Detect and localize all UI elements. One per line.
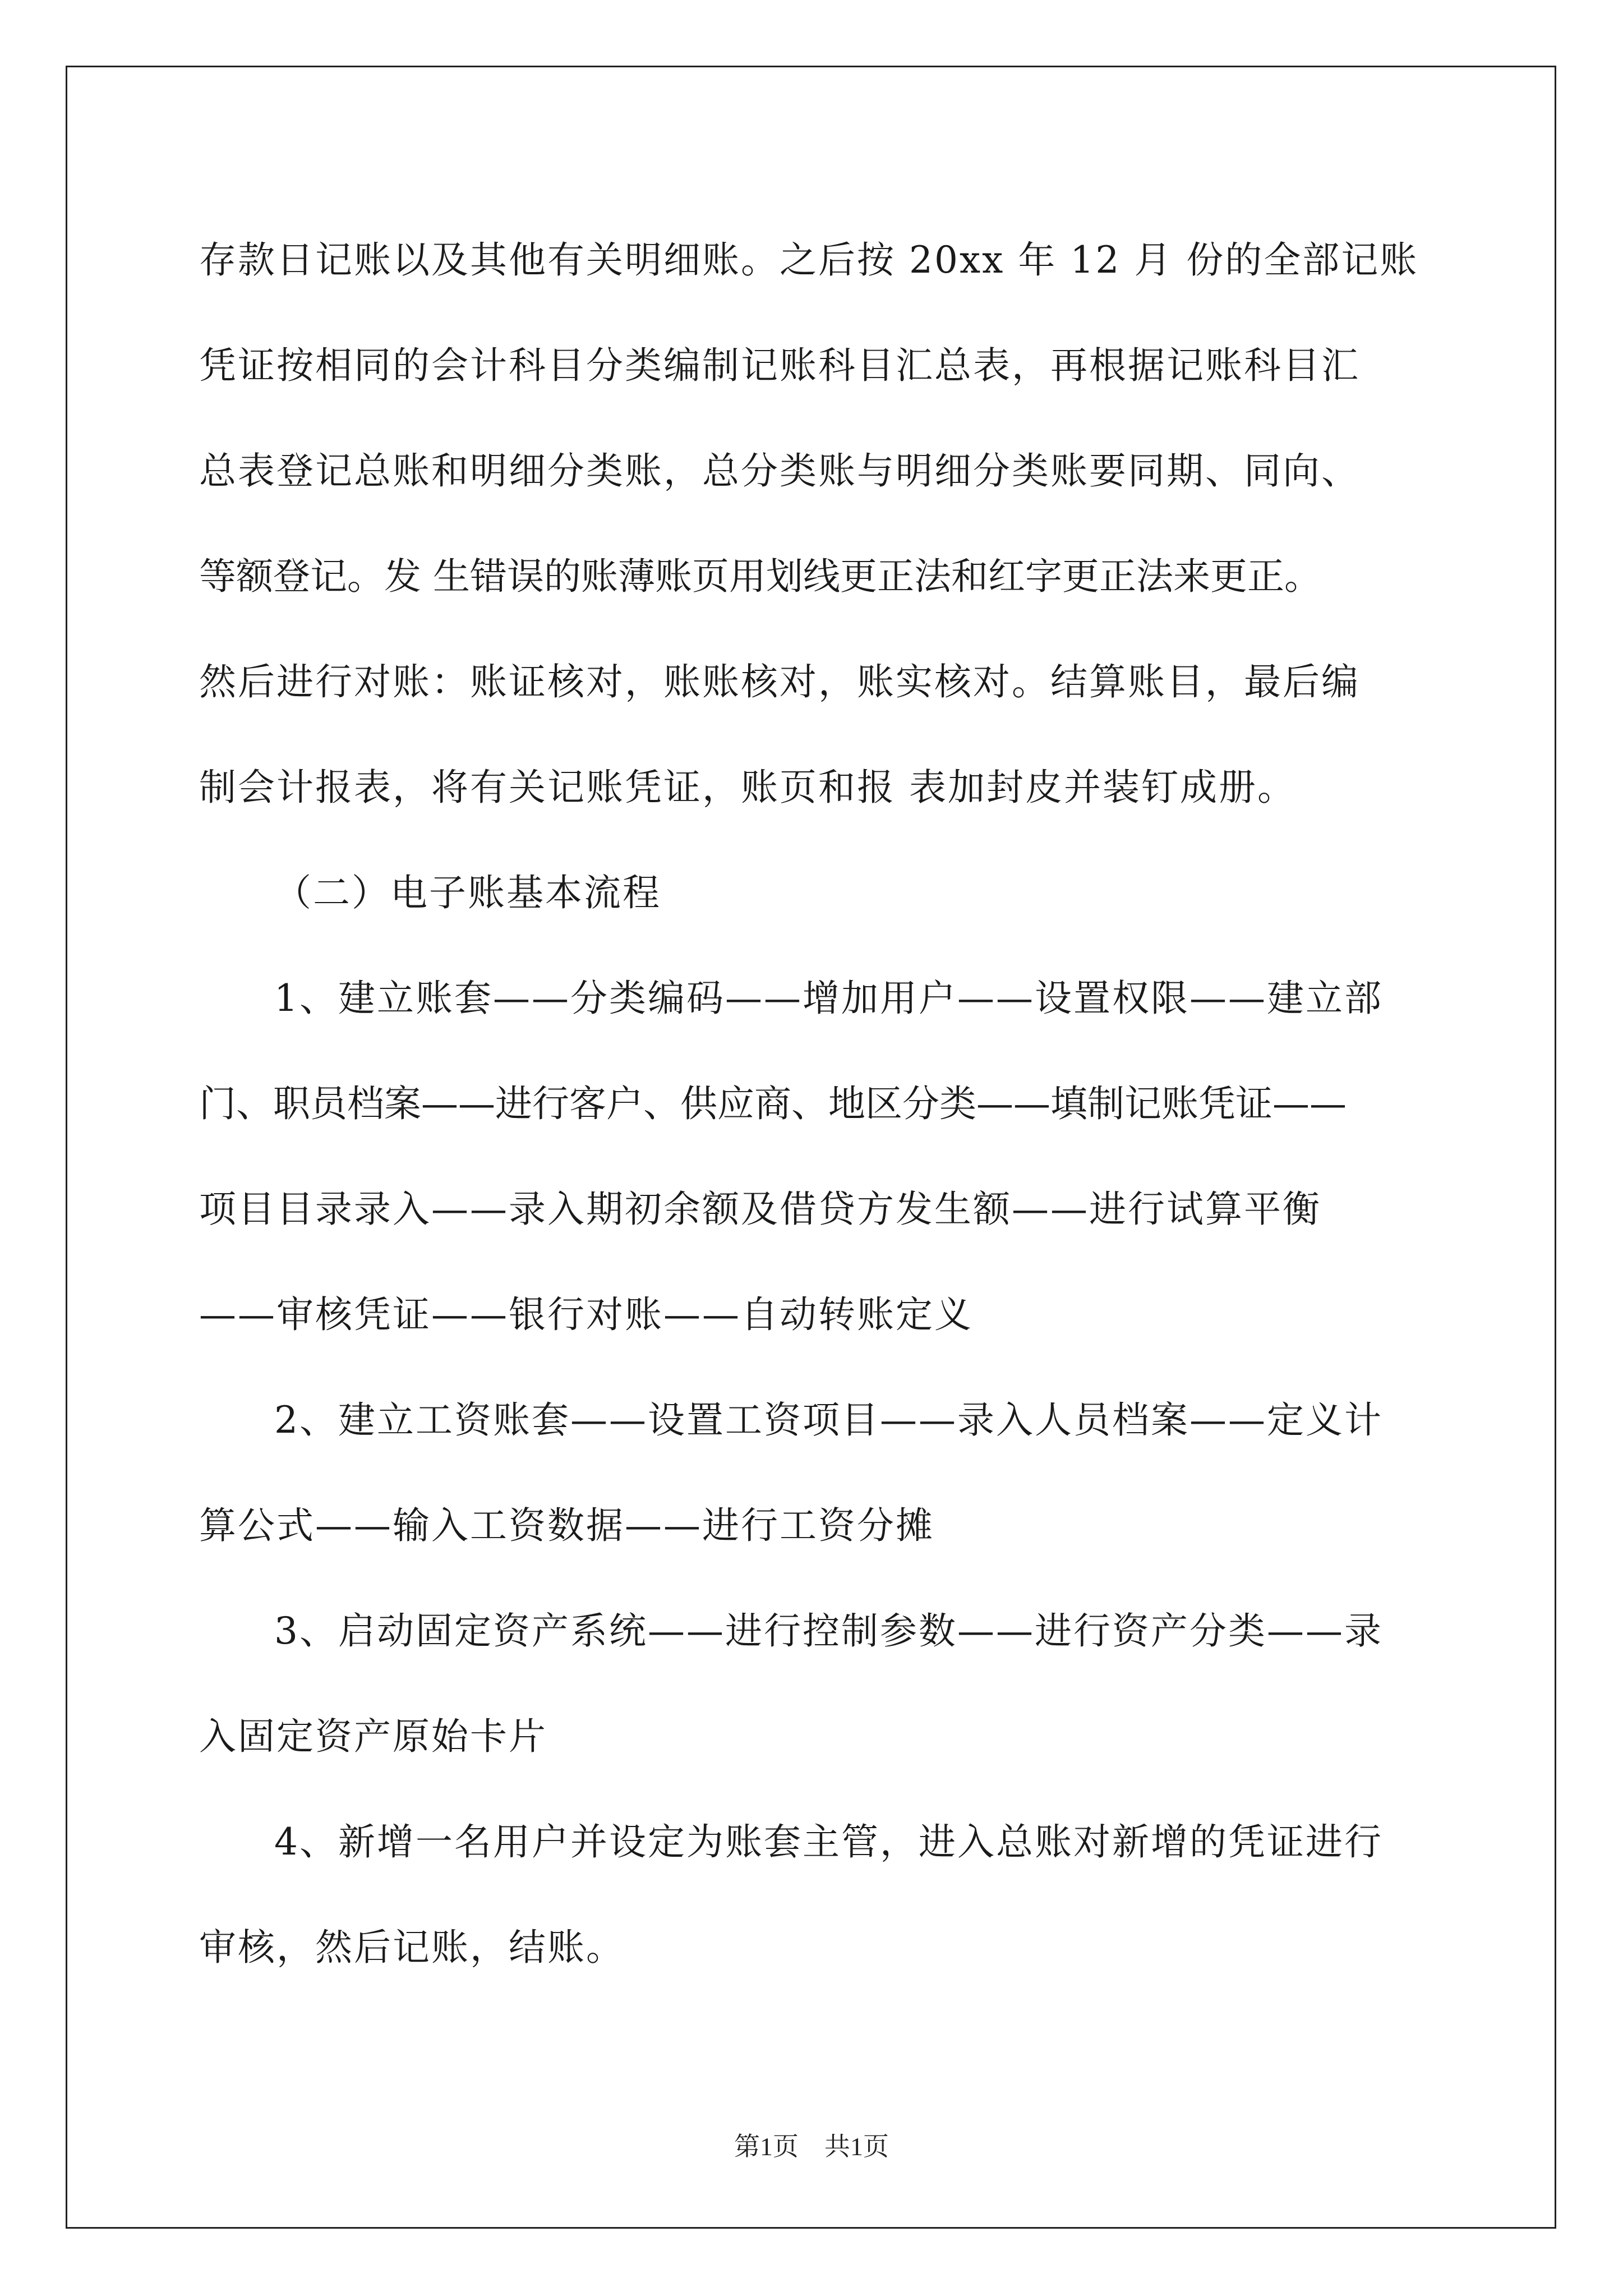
paragraph-line: 1、建立账套——分类编码——增加用户——设置权限——建立部: [274, 977, 1383, 1020]
paragraph-line: 算公式——输入工资数据——进行工资分摊: [199, 1504, 934, 1547]
paragraph-line: 4、新增一名用户并设定为账套主管，进入总账对新增的凭证进行: [274, 1820, 1383, 1864]
page-number-footer: 第1页 共1页: [734, 2132, 889, 2161]
section-heading: （二）电子账基本流程: [274, 871, 661, 914]
paragraph-line: 项目目录录入——录入期初余额及借贷方发生额——进行试算平衡: [199, 1188, 1321, 1231]
paragraph-line: 2、建立工资账套——设置工资项目——录入人员档案——定义计: [274, 1398, 1383, 1442]
paragraph-line: 3、启动固定资产系统——进行控制参数——进行资产分类——录: [274, 1609, 1383, 1653]
paragraph-line: 凭证按相同的会计科目分类编制记账科目汇总表，再根据记账科目汇: [199, 344, 1360, 387]
paragraph-line: 入固定资产原始卡片: [199, 1715, 547, 1758]
paragraph-line: 制会计报表，将有关记账凭证，账页和报 表加封皮并装钉成册。: [199, 766, 1296, 809]
paragraph-line: 存款日记账以及其他有关明细账。之后按 20xx 年 12 月 份的全部记账: [199, 238, 1419, 282]
paragraph-line: 门、职员档案——进行客户、供应商、地区分类——填制记账凭证——: [199, 1082, 1347, 1125]
document-body: [199, 208, 1433, 2000]
paragraph-line: ——审核凭证——银行对账——自动转账定义: [199, 1293, 973, 1336]
paragraph-line: 然后进行对账：账证核对，账账核对，账实核对。结算账目，最后编: [199, 660, 1360, 703]
paragraph-line: 等额登记。发 生错误的账薄账页用划线更正法和红字更正法来更正。: [199, 555, 1321, 598]
paragraph-line: 审核，然后记账，结账。: [199, 1926, 625, 1969]
paragraph-line: 总表登记总账和明细分类账，总分类账与明细分类账要同期、同向、: [199, 449, 1360, 493]
